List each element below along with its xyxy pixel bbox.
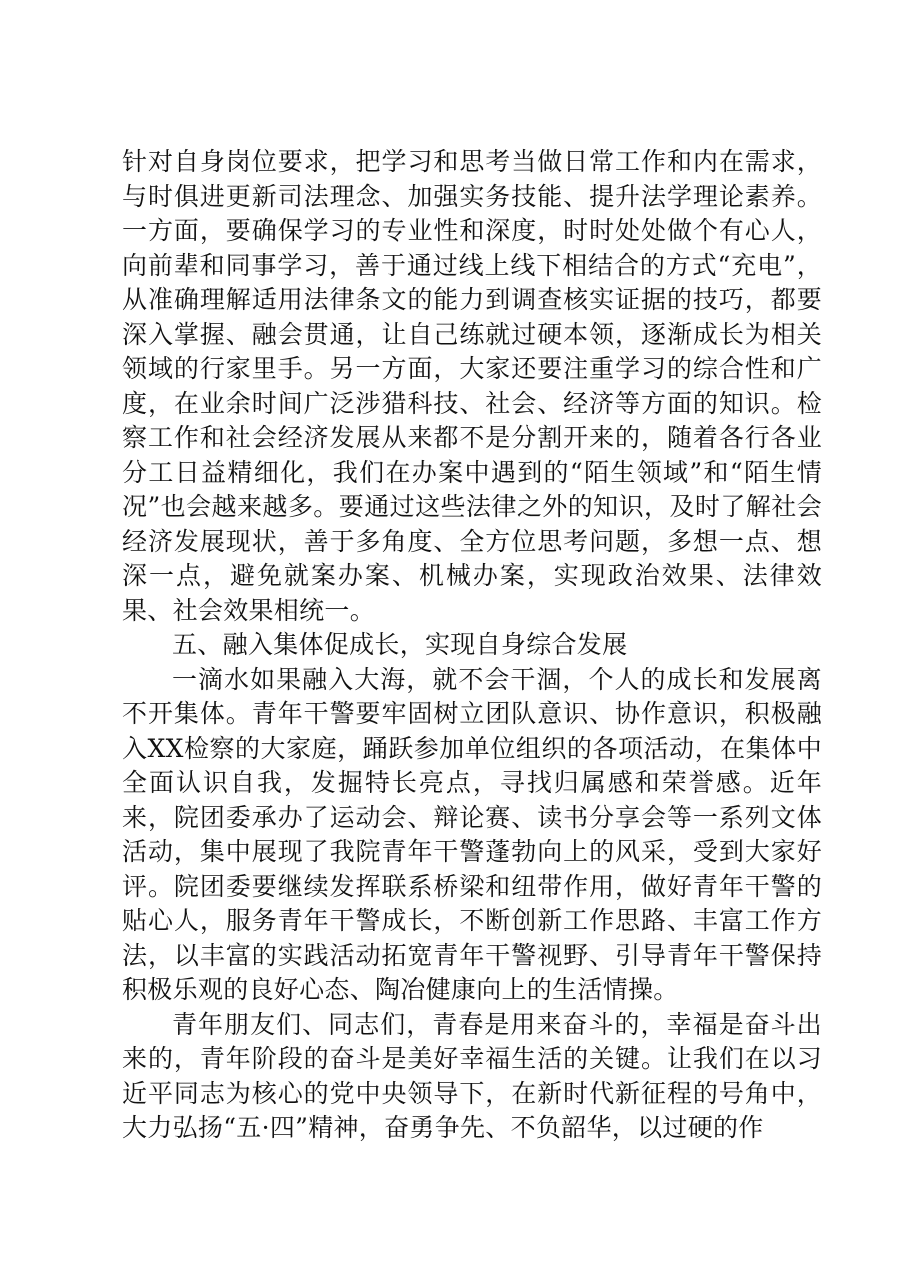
section-heading-five: 五、融入集体促成长，实现自身综合发展 [172, 630, 628, 659]
document-body [122, 145, 822, 1146]
body-paragraph-study: 针对自身岗位要求，把学习和思考当做日常工作和内在需求，与时俱进更新司法理念、加强实务技能、提升法学理论素养。一方面，要确保学习的专业性和深度，时时处处做个有心人，向前辈和同事学习，善于通过线上线下相结合的方式“充电”，从准确理解适用法律条文的能力到调查核实证据的技巧，都要深入掌握、融会贯通，让自己练就过硬本领，逐渐成长为相关领域的行家里手。另一方面，大家还要注重学习的综合性和广度，在业余时间广泛涉猎科技、社会、经济等方面的知识。检察工作和社会经济发展从来都不是分割开来的，随着各行各业分工日益精细化，我们在办案中遇到的“陌生领域”和“陌生情况”也会越来越多。要通过这些法律之外的知识，及时了解社会经济发展现状，善于多角度、全方位思考问题，多想一点、想深一点，避免就案办案、机械办案，实现政治效果、法律效果、社会效果相统一。 [122, 147, 822, 625]
body-paragraph-collective: 一滴水如果融入大海，就不会干涸，个人的成长和发展离不开集体。青年干警要牢固树立团队意识、协作意识，积极融入XX检察的大家庭，踊跃参加单位组织的各项活动，在集体中全面认识自我，发掘特长亮点，寻找归属感和荣誉感。近年来，院团委承办了运动会、辩论赛、读书分享会等一系列文体活动，集中展现了我院青年干警蓬勃向上的风采，受到大家好评。院团委要继续发挥联系桥梁和纽带作用，做好青年干警的贴心人，服务青年干警成长，不断创新工作思路、丰富工作方法，以丰富的实践活动拓宽青年干警视野、引导青年干警保持积极乐观的良好心态、陶冶健康向上的生活情操。 [122, 664, 822, 1004]
body-paragraph-closing: 青年朋友们、同志们，青春是用来奋斗的，幸福是奋斗出来的，青年阶段的奋斗是美好幸福生活的关键。让我们在以习近平同志为核心的党中央领导下，在新时代新征程的号角中，大力弘扬“五·四”精神，奋勇争先、不负韶华，以过硬的作 [122, 1009, 822, 1142]
